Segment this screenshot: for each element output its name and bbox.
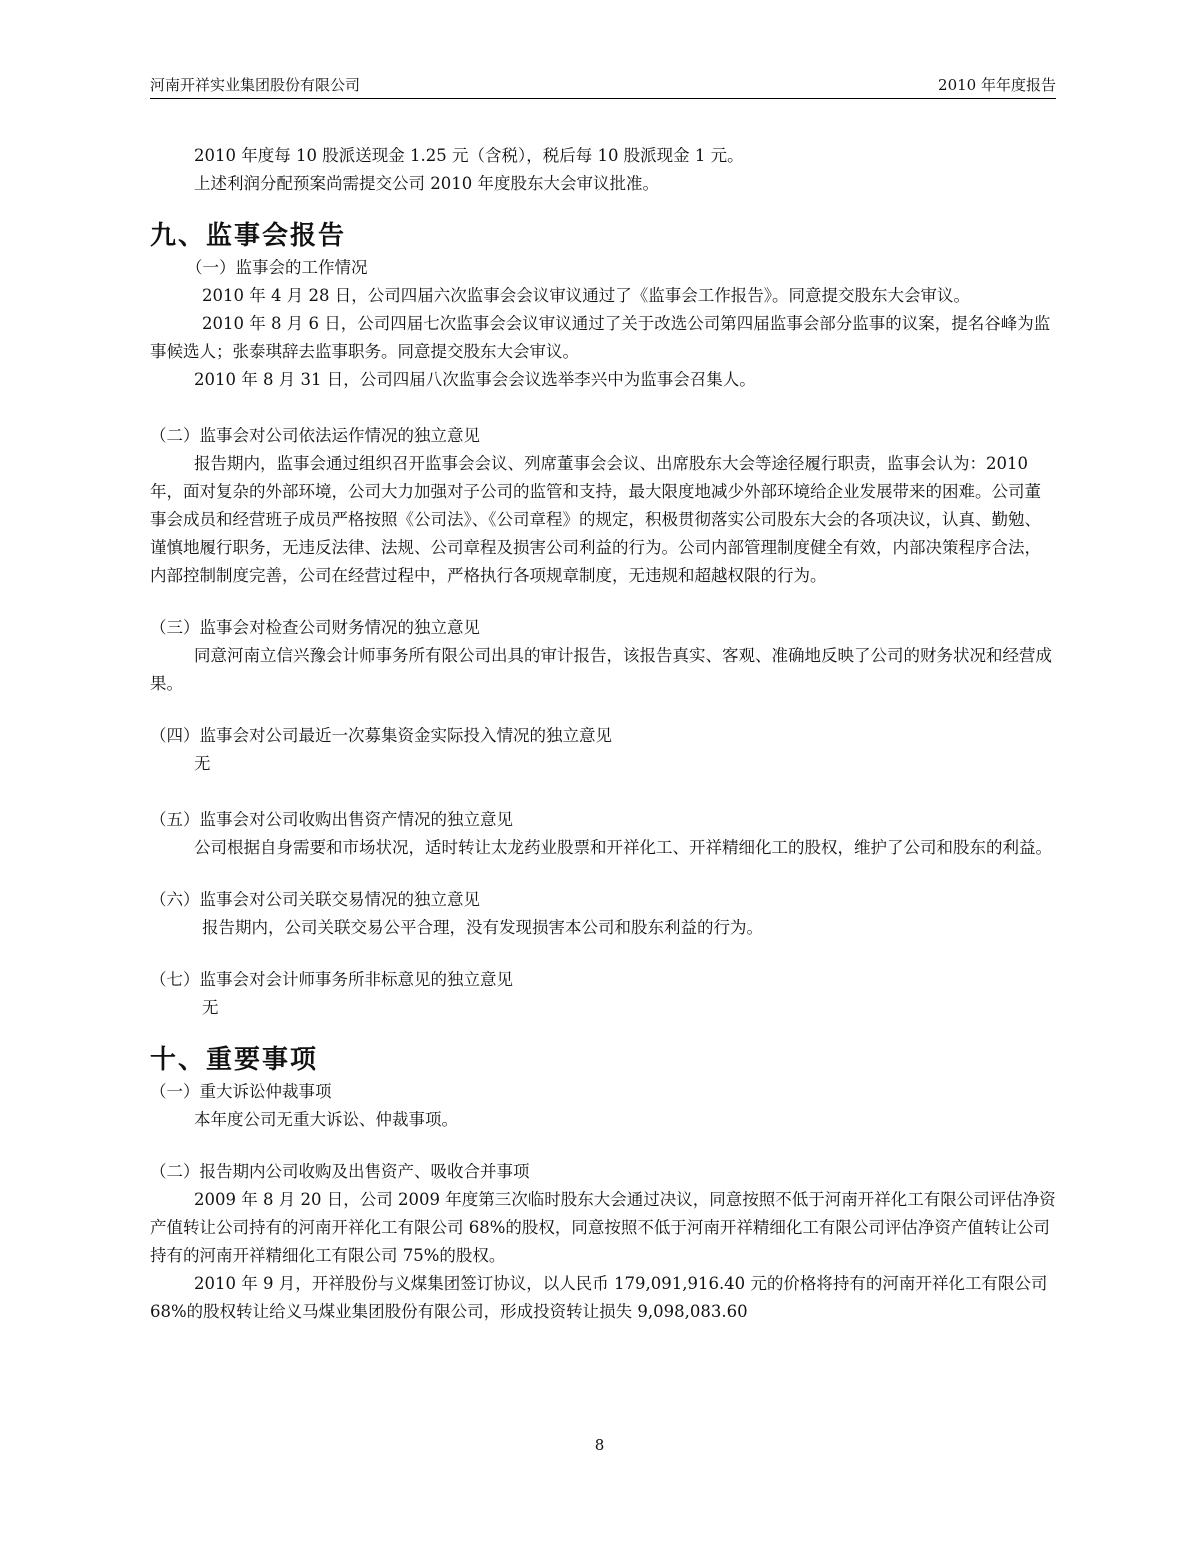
paragraph-10-1-1: 本年度公司无重大诉讼、仲裁事项。 — [194, 1110, 458, 1129]
subsection-title-9-1: （一）监事会的工作情况 — [186, 258, 368, 277]
paragraph-9-1-1: 2010 年 4 月 28 日，公司四届六次监事会会议审议通过了《监事会工作报告》。同意提交股东大会审议。 — [202, 286, 970, 305]
paragraph-9-7-1: 无 — [202, 998, 219, 1017]
paragraph-9-4-1: 无 — [194, 754, 211, 773]
paragraph-9-1-3: 2010 年 8 月 31 日，公司四届八次监事会会议选举李兴中为监事会召集人。 — [194, 370, 756, 389]
subsection-title-9-4: （四）监事会对公司最近一次募集资金实际投入情况的独立意见 — [150, 726, 612, 745]
paragraph-10-2-1: 2009 年 8 月 20 日，公司 2009 年度第三次临时股东大会通过决议，同意按照不低于河南开祥化工有限公司评估净资产值转让公司持有的河南开祥化工有限公司 68%的股权，同意按照不低于河南开祥精细化工有限公司评估净资产值转让公司持有的河南开祥精细化工有限公司 75%的股权。 — [150, 1190, 1056, 1265]
subsection-title-9-2: （二）监事会对公司依法运作情况的独立意见 — [150, 426, 480, 445]
paragraph-approval: 上述利润分配预案尚需提交公司 2010 年度股东大会审议批准。 — [194, 174, 659, 193]
subsection-title-9-3: （三）监事会对检查公司财务情况的独立意见 — [150, 618, 480, 637]
paragraph-9-3-1: 同意河南立信兴豫会计师事务所有限公司出具的审计报告，该报告真实、客观、准确地反映了公司的财务状况和经营成果。 — [150, 646, 1052, 693]
document-body — [150, 142, 1056, 1326]
paragraph-dividend: 2010 年度每 10 股派送现金 1.25 元（含税），税后每 10 股派现金 1 元。 — [194, 146, 744, 165]
paragraph-10-2-2: 2010 年 9 月，开祥股份与义煤集团签订协议，以人民币 179,091,916.40 元的价格将持有的河南开祥化工有限公司 68%的股权转让给义马煤业集团股份有限公司，形成投资转让损失 9,098,083.60 — [150, 1274, 1048, 1321]
subsection-title-10-1: （一）重大诉讼仲裁事项 — [150, 1082, 332, 1101]
header-company: 河南开祥实业集团股份有限公司 — [150, 76, 361, 94]
page-header — [150, 72, 1056, 99]
paragraph-9-6-1: 报告期内，公司关联交易公平合理，没有发现损害本公司和股东利益的行为。 — [202, 918, 763, 937]
subsection-title-9-7: （七）监事会对会计师事务所非标意见的独立意见 — [150, 970, 513, 989]
paragraph-9-1-2: 2010 年 8 月 6 日，公司四届七次监事会会议审议通过了关于改选公司第四届监事会部分监事的议案，提名谷峰为监事候选人；张泰琪辞去监事职务。同意提交股东大会审议。 — [150, 314, 1051, 361]
subsection-title-9-5: （五）监事会对公司收购出售资产情况的独立意见 — [150, 810, 513, 829]
page-number: 8 — [594, 1436, 605, 1454]
subsection-title-10-2: （二）报告期内公司收购及出售资产、吸收合并事项 — [150, 1162, 530, 1181]
paragraph-9-2-1: 报告期内，监事会通过组织召开监事会会议、列席董事会会议、出席股东大会等途径履行职责，监事会认为：2010 年，面对复杂的外部环境，公司大力加强对子公司的监管和支持，最大限度地减少外部环境给企业发展带来的困难。公司董事会成员和经营班子成员严格按照《公司法》、《公司章程》的规定，积极贯彻落实公司股东大会的各项决议，认真、勤勉、谨慎地履行职务，无违反法律、法规、公司章程及损害公司利益的行为。公司内部管理制度健全有效，内部决策程序合法，内部控制制度完善，公司在经营过程中，严格执行各项规章制度，无违规和超越权限的行为。 — [150, 454, 1041, 585]
section-heading-10: 十、重要事项 — [150, 1045, 319, 1075]
header-report-title: 2010 年年度报告 — [938, 76, 1056, 94]
section-heading-9: 九、监事会报告 — [150, 221, 347, 251]
subsection-title-9-6: （六）监事会对公司关联交易情况的独立意见 — [150, 890, 480, 909]
paragraph-9-5-1: 公司根据自身需要和市场状况，适时转让太龙药业股票和开祥化工、开祥精细化工的股权，维护了公司和股东的利益。 — [194, 838, 1052, 857]
